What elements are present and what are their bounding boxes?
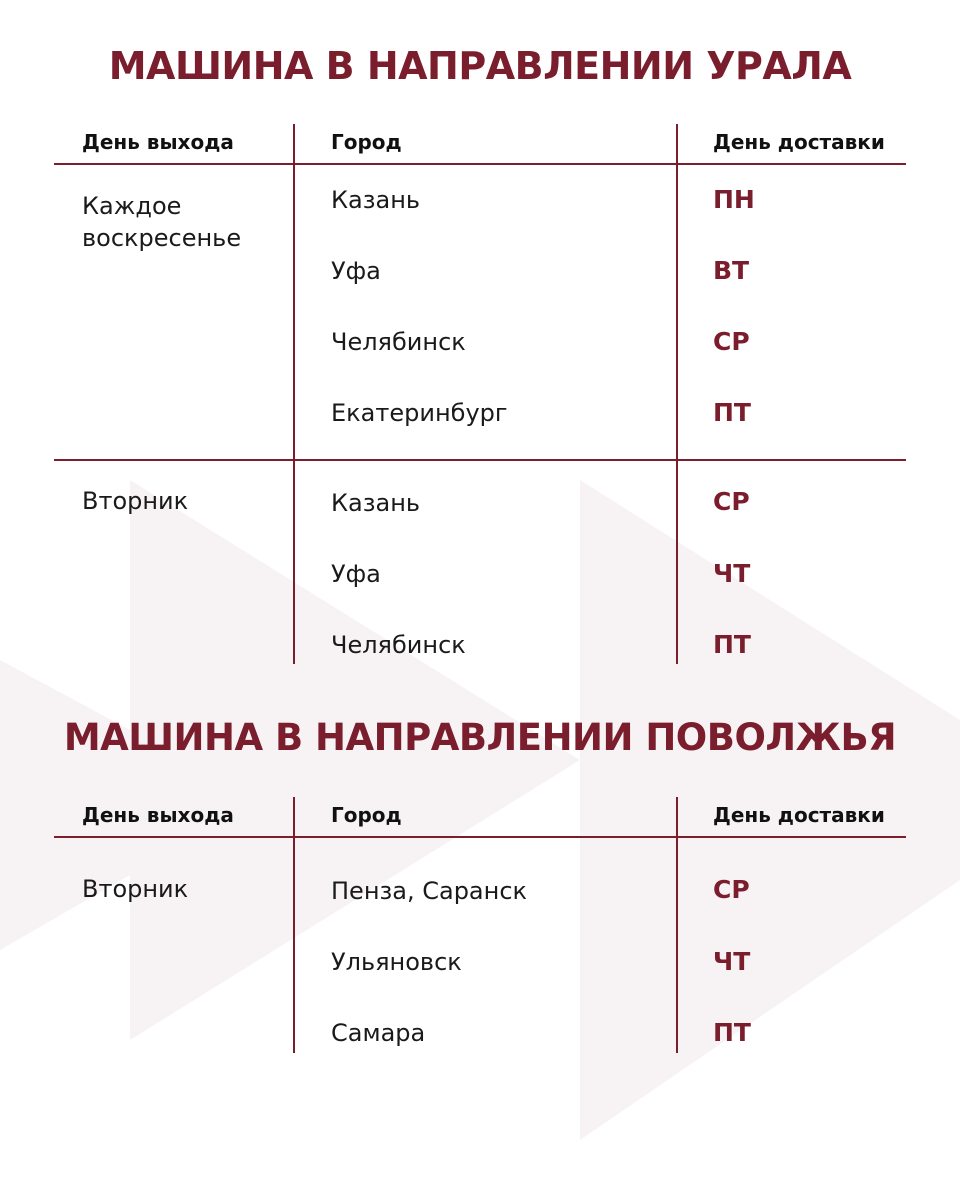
ural-header-city: Город xyxy=(331,130,402,154)
volga-group-1-departure: Вторник xyxy=(82,875,189,903)
volga-header-delivery: День доставки xyxy=(713,803,885,827)
volga-row-2-city: Ульяновск xyxy=(331,948,462,976)
ural-g1-row-1-day: ПН xyxy=(713,185,755,214)
ural-g1-row-2-day: ВТ xyxy=(713,256,750,285)
ural-g2-row-3-day: ПТ xyxy=(713,630,751,659)
ural-g1-row-2-city: Уфа xyxy=(331,257,381,285)
volga-header-departure: День выхода xyxy=(82,803,234,827)
ural-column-divider-2 xyxy=(676,124,678,664)
volga-row-3-city: Самара xyxy=(331,1019,426,1047)
ural-g2-row-2-city: Уфа xyxy=(331,560,381,588)
ural-group-1-departure: Каждое воскресенье xyxy=(82,192,242,252)
ural-g1-row-3-day: СР xyxy=(713,327,750,356)
ural-g1-row-4-city: Екатеринбург xyxy=(331,399,508,427)
ural-section-title: МАШИНА В НАПРАВЛЕНИИ УРАЛА xyxy=(108,44,852,88)
volga-row-1-city: Пенза, Саранск xyxy=(331,877,528,905)
volga-header-divider xyxy=(54,836,906,838)
ural-header-delivery: День доставки xyxy=(713,130,885,154)
volga-section-title: МАШИНА В НАПРАВЛЕНИИ ПОВОЛЖЬЯ xyxy=(63,716,897,759)
ural-g1-row-3-city: Челябинск xyxy=(331,328,466,356)
ural-g2-row-1-city: Казань xyxy=(331,489,421,517)
ural-g2-row-3-city: Челябинск xyxy=(331,631,466,659)
ural-g1-row-4-day: ПТ xyxy=(713,398,751,427)
ural-g2-row-2-day: ЧТ xyxy=(713,559,751,588)
volga-row-2-day: ЧТ xyxy=(713,947,751,976)
volga-row-3-day: ПТ xyxy=(713,1018,751,1047)
ural-column-divider-1 xyxy=(293,124,295,664)
ural-header-departure: День выхода xyxy=(82,130,234,154)
ural-group-2-departure: Вторник xyxy=(82,487,189,515)
volga-column-divider-2 xyxy=(676,797,678,1053)
ural-header-divider xyxy=(54,163,906,165)
ural-g2-row-1-day: СР xyxy=(713,487,750,516)
ural-group-divider xyxy=(54,459,906,461)
volga-header-city: Город xyxy=(331,803,402,827)
volga-row-1-day: СР xyxy=(713,875,750,904)
ural-g1-row-1-city: Казань xyxy=(331,186,421,214)
volga-column-divider-1 xyxy=(293,797,295,1053)
